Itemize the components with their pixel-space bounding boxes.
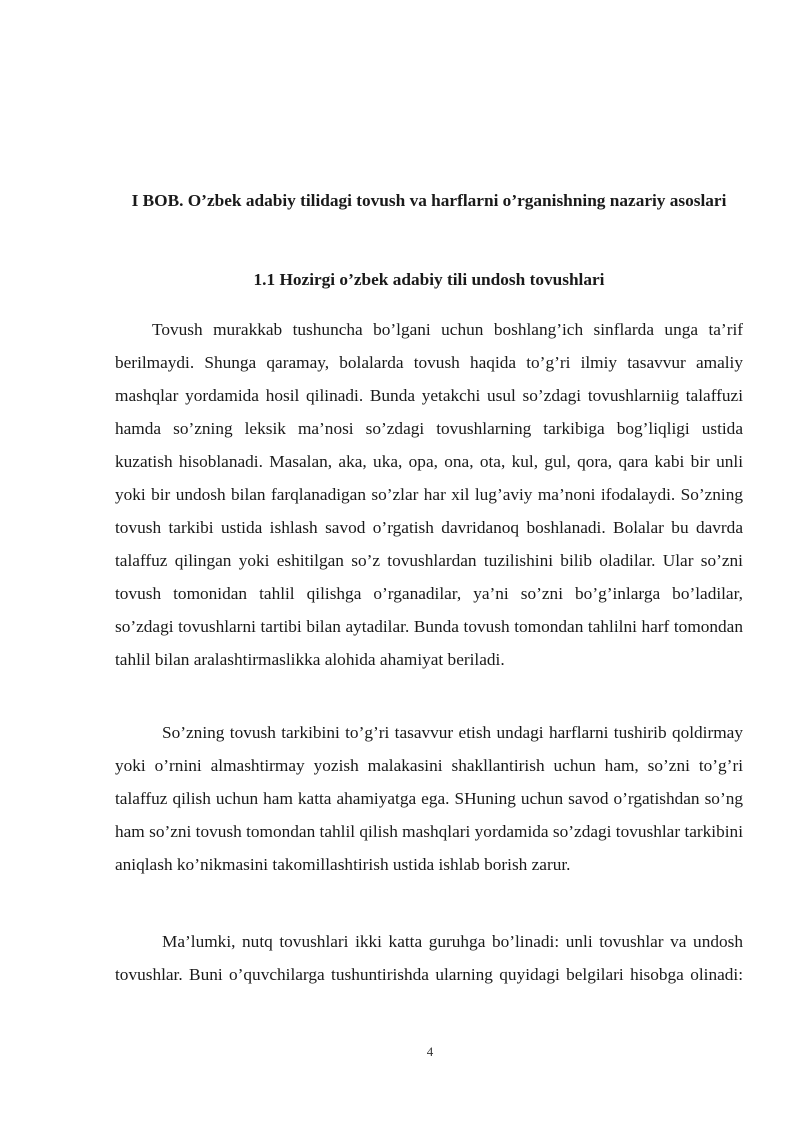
page-number: 4 [426, 1044, 434, 1059]
chapter-title: I BOB. O’zbek adabiy tilidagi tovush va harflarni o’rganishning nazariy asoslari [131, 191, 727, 210]
paragraph-2: So’zning tovush tarkibini to’g’ri tasavvur etish undagi harflarni tushirib qoldirmay yoki o’rnini almashtirmay yozish malakasini shakllantirish uchun ham, so’zni to’g’ri talaffuz qilish uchun ham katta ahamiyatga ega. SHuning uchun savod o’rgatishdan so’ng ham so’zni tovush tomondan tahlil qilish mashqlari yordamida so’zdagi tovushlar tarkibini aniqlash ko’nikmasini takomillashtirish ustida ishlab borish zarur. [115, 723, 743, 874]
paragraph-3: Ma’lumki, nutq tovushlari ikki katta guruhga bo’linadi: unli tovushlar va undosh tovushlar. Buni o’quvchilarga tushuntirishda ularning quyidagi belgilari hisobga olinadi: [115, 932, 743, 984]
paragraph-1: Tovush murakkab tushuncha bo’lgani uchun boshlang’ich sinflarda unga ta’rif berilmaydi. Shunga qaramay, bolalarda tovush haqida to’g’ri ilmiy tasavvur amaliy mashqlar yordamida hosil qilinadi. Bunda yetakchi usul so’zdagi tovushlarniig talaffuzi hamda so’zning leksik ma’nosi so’zdagi tovushlarning tarkibiga bog’liqligi ustida kuzatish hisoblanadi. Masalan, aka, uka, opa, ona, ota, kul, gul, qora, qara kabi bir unli yoki bir undosh bilan farqlanadigan so’zlar har xil lug’aviy ma’noni ifodalaydi. So’zning tovush tarkibi ustida ishlash savod o’rgatish davridanoq boshlanadi. Bolalar bu davrda talaffuz qilingan yoki eshitilgan so’z tovushlardan tuzilishini bilib oladilar. Ular so’zni tovush tomonidan tahlil qilishga o’rganadilar, ya’ni so’zni bo’g’inlarga bo’ladilar, so’zdagi tovushlarni tartibi bilan aytadilar. Bunda tovush tomondan tahlilni harf tomondan tahlil bilan aralashtirmaslikka alohida ahamiyat beriladi. [115, 320, 743, 669]
section-title: 1.1 Hozirgi o’zbek adabiy tili undosh tovushlari [253, 270, 605, 289]
